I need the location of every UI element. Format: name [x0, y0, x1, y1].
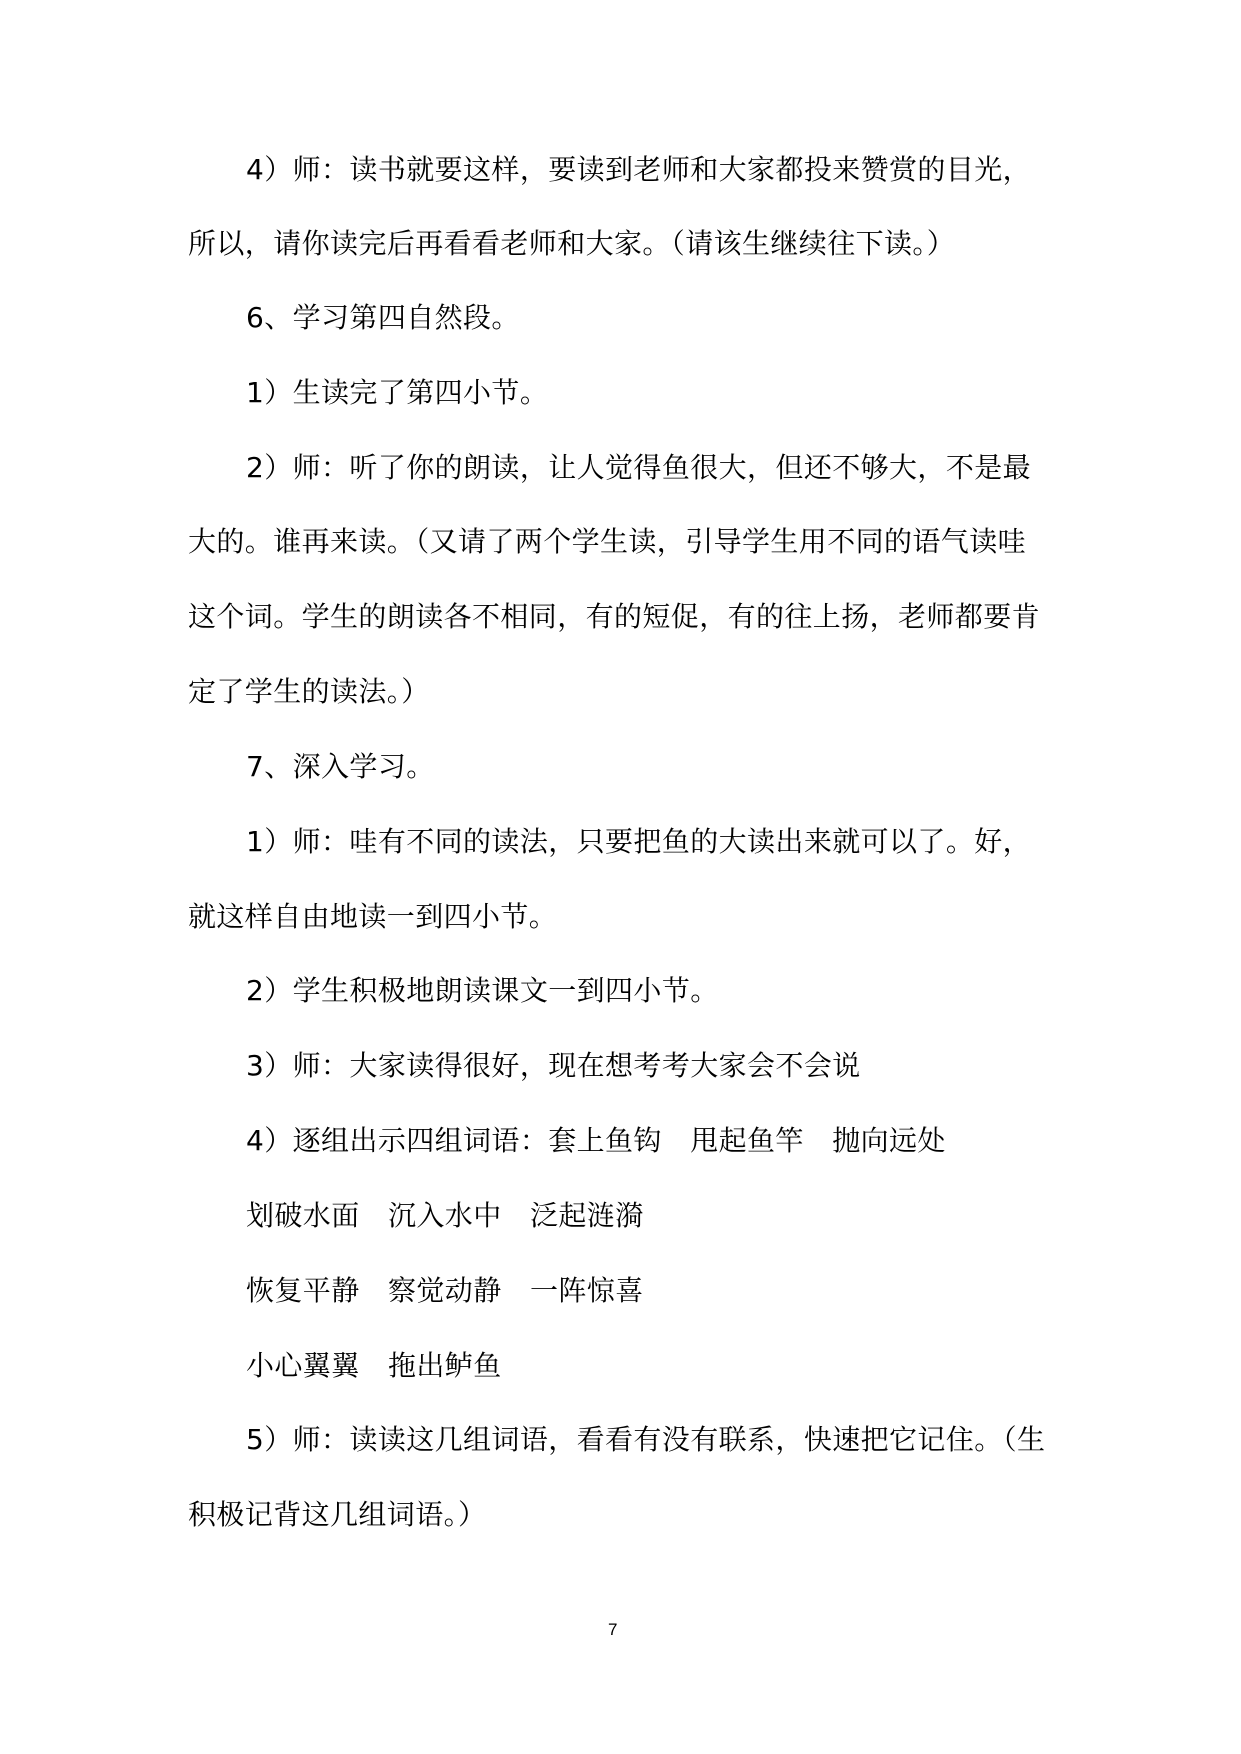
- paragraph-line: 所以，请你读完后再看看老师和大家。（请该生继续往下读。）: [188, 227, 956, 260]
- paragraph-line: 6、学习第四自然段。: [246, 301, 520, 334]
- paragraph-line: 恢复平静 察觉动静 一阵惊喜: [246, 1274, 644, 1307]
- page-number: 7: [608, 1620, 618, 1639]
- paragraph-line: 大的。谁再来读。（又请了两个学生读，引导学生用不同的语气读哇: [188, 525, 1027, 558]
- paragraph-line: 2）学生积极地朗读课文一到四小节。: [246, 974, 719, 1007]
- paragraph-line: 划破水面 沉入水中 泛起涟漪: [246, 1199, 644, 1232]
- paragraph-line: 定了学生的读法。）: [188, 675, 430, 708]
- paragraph-line: 1）师：哇有不同的读法，只要把鱼的大读出来就可以了。好，: [246, 825, 1032, 858]
- paragraph-line: 小心翼翼 拖出鲈鱼: [246, 1349, 502, 1382]
- paragraph-line: 就这样自由地读一到四小节。: [188, 900, 558, 933]
- paragraph-line: 3）师：大家读得很好，现在想考考大家会不会说: [246, 1049, 861, 1082]
- paragraph-line: 积极记背这几组词语。）: [188, 1498, 487, 1531]
- paragraph-line: 4）逐组出示四组词语：套上鱼钩 甩起鱼竿 抛向远处: [246, 1124, 946, 1157]
- paragraph-line: 4）师：读书就要这样，要读到老师和大家都投来赞赏的目光，: [246, 153, 1032, 186]
- paragraph-line: 7、深入学习。: [246, 750, 435, 783]
- paragraph-line: 这个词。学生的朗读各不相同，有的短促，有的往上扬，老师都要肯: [188, 600, 1041, 633]
- paragraph-line: 5）师：读读这几组词语，看看有没有联系，快速把它记住。（生: [246, 1423, 1046, 1456]
- paragraph-line: 1）生读完了第四小节。: [246, 376, 549, 409]
- paragraph-line: 2）师：听了你的朗读，让人觉得鱼很大，但还不够大，不是最: [246, 451, 1032, 484]
